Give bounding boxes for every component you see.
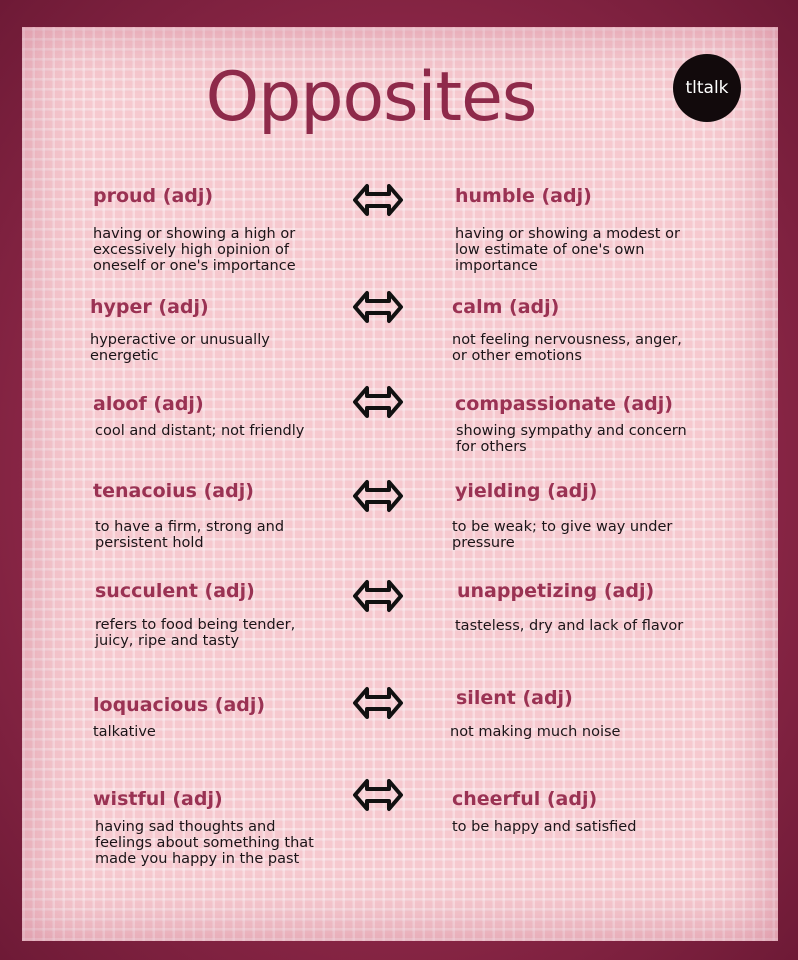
definition-line: importance — [455, 258, 538, 274]
left-term: succulent (adj) — [95, 580, 255, 602]
opposite-pair — [0, 382, 798, 482]
opposite-pair — [0, 775, 798, 875]
definition-line: to be happy and satisfied — [452, 819, 637, 835]
left-term: wistful (adj) — [93, 788, 223, 810]
double-headed-arrow-icon — [351, 576, 405, 616]
opposite-pair — [0, 180, 798, 280]
definition-line: oneself or one's importance — [93, 258, 296, 274]
definition-line: for others — [456, 439, 527, 455]
definition-line: not feeling nervousness, anger, — [452, 332, 682, 348]
right-definition — [456, 423, 736, 455]
right-definition — [452, 519, 732, 551]
left-definition — [93, 226, 373, 274]
left-term: loquacious (adj) — [93, 694, 266, 716]
definition-line: feelings about something that — [95, 835, 314, 851]
left-term: hyper (adj) — [90, 296, 209, 318]
right-term: cheerful (adj) — [452, 788, 598, 810]
definition-line: juicy, ripe and tasty — [95, 633, 240, 649]
page-title: Opposites — [205, 58, 537, 137]
right-definition — [455, 618, 735, 634]
definition-line: having or showing a modest or — [455, 226, 680, 242]
left-definition — [90, 332, 370, 364]
definition-line: low estimate of one's own — [455, 242, 645, 258]
right-term: calm (adj) — [452, 296, 560, 318]
definition-line: not making much noise — [450, 724, 621, 740]
double-headed-arrow-icon — [351, 683, 405, 723]
double-headed-arrow-icon — [351, 476, 405, 516]
left-definition — [95, 617, 375, 649]
opposite-pair — [0, 576, 798, 676]
opposite-pair — [0, 476, 798, 576]
logo-text: tltalk — [685, 78, 729, 98]
right-term: unappetizing (adj) — [457, 580, 655, 602]
right-definition — [452, 332, 732, 364]
definition-line: energetic — [90, 348, 159, 364]
definition-line: to be weak; to give way under — [452, 519, 673, 535]
definition-line: cool and distant; not friendly — [95, 423, 305, 439]
left-definition — [93, 724, 373, 740]
double-headed-arrow-icon — [351, 775, 405, 815]
right-term: humble (adj) — [455, 185, 592, 207]
right-definition — [452, 819, 732, 835]
definition-line: having sad thoughts and — [95, 819, 276, 835]
double-headed-arrow-icon — [351, 180, 405, 220]
double-headed-arrow-icon — [351, 287, 405, 327]
definition-line: hyperactive or unusually — [90, 332, 270, 348]
definition-line: talkative — [93, 724, 156, 740]
tltalk-logo — [673, 54, 741, 122]
right-definition — [450, 724, 730, 740]
right-term: compassionate (adj) — [455, 393, 673, 415]
left-term: proud (adj) — [93, 185, 214, 207]
right-term: silent (adj) — [456, 687, 573, 709]
opposite-pair — [0, 287, 798, 387]
left-definition — [95, 819, 375, 867]
definition-line: made you happy in the past — [95, 851, 300, 867]
definition-line: refers to food being tender, — [95, 617, 296, 633]
left-term: tenacoius (adj) — [93, 480, 254, 502]
left-definition — [95, 519, 375, 551]
opposite-pair — [0, 683, 798, 783]
definition-line: or other emotions — [452, 348, 582, 364]
left-definition — [95, 423, 375, 439]
definition-line: to have a firm, strong and — [95, 519, 285, 535]
definition-line: tasteless, dry and lack of flavor — [455, 618, 684, 634]
right-definition — [455, 226, 735, 274]
definition-line: excessively high opinion of — [93, 242, 289, 258]
definition-line: showing sympathy and concern — [456, 423, 687, 439]
double-headed-arrow-icon — [351, 382, 405, 422]
right-term: yielding (adj) — [455, 480, 598, 502]
left-term: aloof (adj) — [93, 393, 204, 415]
definition-line: persistent hold — [95, 535, 204, 551]
definition-line: pressure — [452, 535, 515, 551]
definition-line: having or showing a high or — [93, 226, 296, 242]
